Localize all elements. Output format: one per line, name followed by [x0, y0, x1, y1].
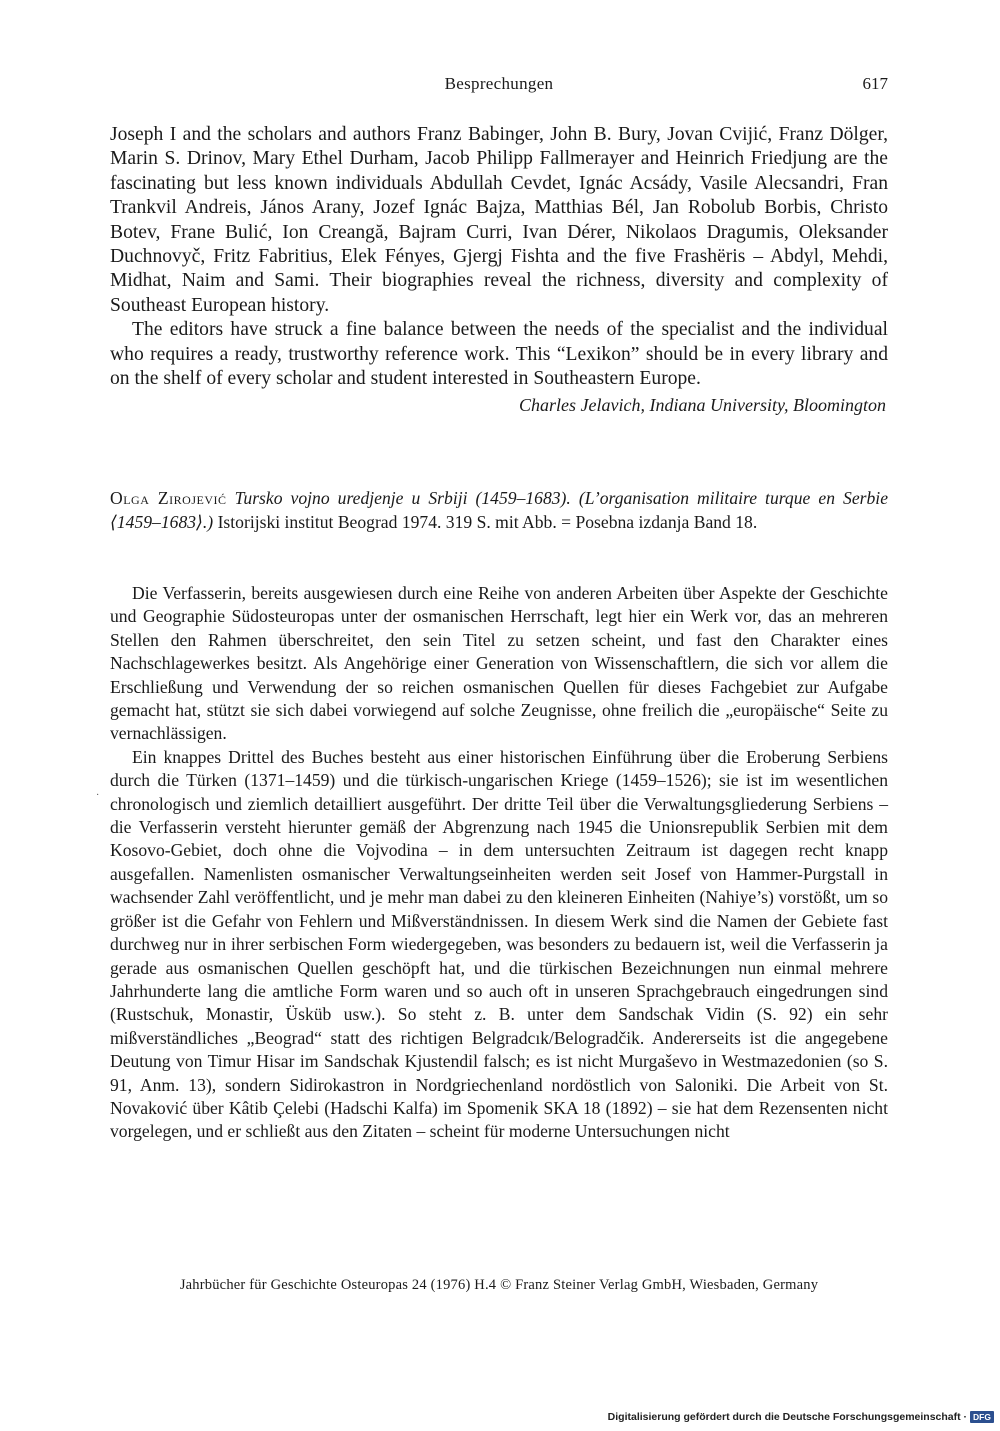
review2-title: Tursko vojno uredjenje u Srbiji (1459–1683). (L’organisation militaire turque en Serbie ⟨1459–1683⟩.) [110, 488, 888, 532]
page-number: 617 [862, 74, 888, 93]
running-head-title: Besprechungen [444, 74, 554, 93]
review1-paragraph-1: Joseph I and the scholars and authors Franz Babinger, John B. Bury, Jovan Cvijić, Franz Dölger, Marin S. Drinov, Mary Ethel Durham, Jacob Philipp Fallmerayer and Heinrich Friedjung are the fascinating but less known individuals Abdullah Cevdet, Ignác Acsády, Vasile Alecsandri, Fran Trankvil Andreis, János Arany, Jozef Ignác Bajza, Matthias Bél, Jan Robolub Borbis, Christo Botev, Frane Bulić, Ion Creangă, Bajram Curri, Ivan Dérer, Nikolaos Dragumis, Oleksander Duchnovyč, Fritz Fabritius, Elek Fényes, Gjergj Fishta and the five Frashëris – Abdyl, Mehdi, Midhat, Naim and Sami. Their biographies reveal the richness, diversity and complexity of Southeast European history. [110, 124, 888, 316]
review2-paragraph-1: Die Verfasserin, bereits ausgewiesen durch eine Reihe von anderen Arbeiten über Aspekte der Geschichte und Geographie Südosteuropas unter der osmanischen Herrschaft, legt hier ein Werk vor, das an mehreren Stellen den Rahmen überschreitet, den sein Titel zu setzen scheint, und fast den Charakter eines Nachschlagewerkes besitzt. Als Angehörige einer Generation von Wissenschaftlern, die sich vor allem die Erschließung und Verwendung der so reichen osmanischen Quellen für dieses Fachgebiet zur Aufgabe gemacht hat, stützt sie sich dabei vorwiegend auf solche Zeugnisse, ohne freilich die „europäische“ Seite zu vernachlässigen. [110, 583, 888, 744]
review-continuation [110, 123, 888, 416]
review2-publication: Istorijski institut Beograd 1974. 319 S. mit Abb. = Posebna izdanja Band 18. [217, 511, 758, 532]
running-head [110, 74, 888, 98]
margin-mark: · [96, 790, 100, 801]
review2-paragraph-2: Ein knappes Drittel des Buches besteht aus einer historischen Einführung über die Eroberung Serbiens durch die Türken (1371–1459) und die türkisch-ungarischen Kriege (1459–1526); sie ist im wesentlichen chronologisch und ziemlich detailliert ausgeführt. Der dritte Teil über die Verwaltungsgliederung Serbiens – die Verfasserin versteht hierunter gemäß der Abgrenzung nach 1945 die Unionsrepublik Serbien mit dem Kosovo-Gebiet, doch ohne die Vojvodina – in dem untersuchten Zeitraum ist dagegen recht knapp ausgefallen. Namenlisten osmanischer Verwaltungseinheiten werden seit Josef von Hammer-Purgstall in wachsender Zahl veröffentlicht, und je mehr man dabei zu den kleineren Einheiten (Nahiye’s) vorstößt, um so größer ist die Gefahr von Fehlern und Mißverständnissen. In diesem Werk sind die Namen der Gebiete fast durchweg nur in ihrer serbischen Form wiedergegeben, was besonders zu bedauern ist, weil die Verfasserin ja gerade aus osmanischen Quellen geschöpft hat, und die türkischen Bezeichnungen nun einmal mehrere Jahrhunderte lang die amtliche Form waren und so auch oft in unseren Sprachgebrauch eingedrungen sind (Rustschuk, Monastir, Üsküb usw.). So steht z. B. unter dem Sandschak Vidin (S. 92) ein sehr mißverständliches „Beograd“ statt des richtigen Belgradcık/Belogradčik. Andererseits ist die angegebene Deutung von Timur Hisar im Sandschak Kjustendil falsch; es ist nicht Murgaševo in Westmazedonien (so S. 91, Anm. 13), sondern Sidirokastron in Nordgriechenland nordöstlich von Saloniki. Die Arbeit von St. Novaković über Kâtib Çelebi (Hadschi Kalfa) im Spomenik SKA 18 (1892) – sie hat dem Rezensenten nicht vorgelegen, und er schließt aus den Zitaten – scheint für moderne Untersuchungen nicht [110, 746, 888, 1142]
review2-author: Olga Zirojević [110, 488, 227, 508]
bibliographic-entry [110, 487, 888, 534]
review2-body [110, 582, 888, 1144]
review1-paragraph-2: The editors have struck a fine balance between the needs of the specialist and the individual who requires a ready, trustworthy reference work. This “Lexikon” should be in every library and on the shelf of every scholar and student interested in Southeastern Europe. [110, 319, 888, 390]
review1-signature: Charles Jelavich, Indiana University, Bloomington [519, 395, 886, 416]
dfg-notice [608, 1411, 994, 1423]
journal-footer: Jahrbücher für Geschichte Osteuropas 24 (1976) H.4 © Franz Steiner Verlag GmbH, Wiesbaden, Germany [179, 1277, 819, 1293]
dfg-logo-icon: DFG [970, 1411, 994, 1423]
dfg-notice-text: Digitalisierung gefördert durch die Deutsche Forschungsgemeinschaft · [607, 1411, 968, 1423]
